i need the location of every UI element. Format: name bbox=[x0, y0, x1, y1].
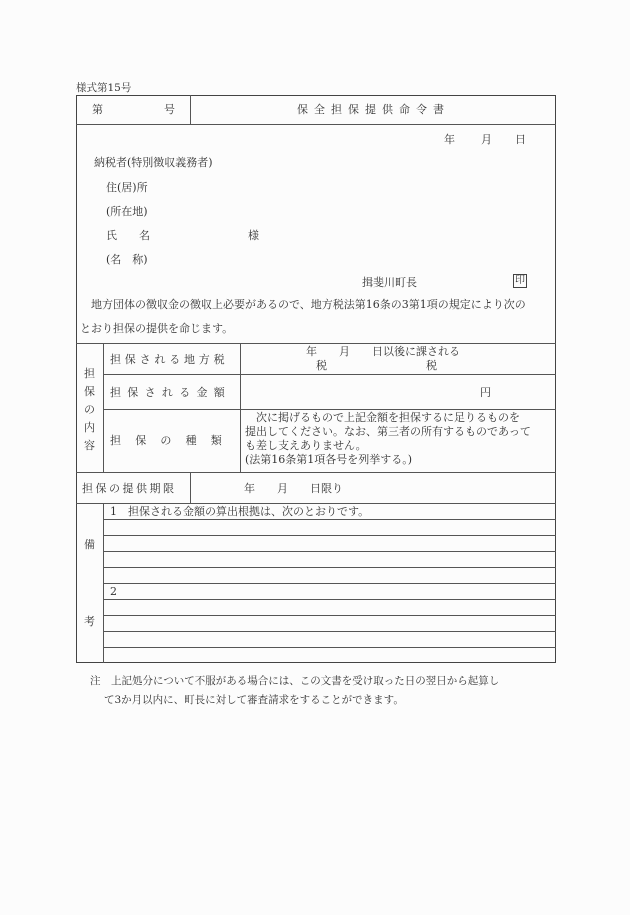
security-side-label-2: 保 bbox=[84, 385, 95, 398]
date-year: 年 bbox=[444, 133, 455, 146]
date-day: 日 bbox=[515, 133, 526, 146]
remarks-line bbox=[103, 631, 556, 632]
form-number: 様式第15号 bbox=[76, 82, 132, 94]
number-suffix: 号 bbox=[164, 103, 175, 116]
appeal-note-line1: 注 上記処分について不服がある場合には、この文書を受け取った日の翌日から起算し bbox=[90, 675, 500, 687]
remarks-item-2: 2 bbox=[110, 585, 117, 598]
security-side-label-5: 容 bbox=[84, 439, 95, 452]
remarks-line bbox=[103, 599, 556, 600]
deadline-value: 年 月 日限り bbox=[244, 482, 343, 495]
security-side-label-1: 担 bbox=[84, 367, 95, 380]
security-type-text-line1: 次に掲げるもので上記金額を担保するに足りるものを bbox=[245, 411, 520, 424]
secured-amount-label: 担保される金額 bbox=[110, 386, 232, 399]
security-type-label: 担 保 の 種 類 bbox=[110, 434, 224, 447]
secured-tax-value-line1: 年 月 日以後に課される bbox=[306, 345, 460, 358]
body-text-line1: 地方団体の徴収金の徴収上必要があるので、地方税法第16条の3第1項の規定により次の bbox=[80, 298, 526, 311]
location-label: (所在地) bbox=[106, 205, 148, 218]
divider bbox=[190, 472, 191, 503]
divider bbox=[76, 124, 556, 125]
security-type-text-line4: (法第16条第1項各号を列挙する。) bbox=[245, 453, 413, 466]
remarks-line bbox=[103, 567, 556, 568]
divider bbox=[76, 343, 556, 344]
address-label: 住(居)所 bbox=[106, 181, 148, 194]
divider bbox=[76, 472, 556, 473]
title-label: (名 称) bbox=[106, 253, 148, 266]
divider bbox=[190, 95, 191, 124]
secured-tax-label: 担保される地方税 bbox=[110, 353, 229, 366]
deadline-label: 担保の提供期限 bbox=[82, 482, 177, 495]
appeal-note-line2: て3か月以内に、町長に対して審査請求をすることができます。 bbox=[104, 694, 404, 706]
remarks-line bbox=[103, 551, 556, 552]
remarks-side-label-top: 備 bbox=[84, 538, 95, 551]
form-frame bbox=[76, 95, 556, 663]
divider bbox=[76, 503, 556, 504]
name-label: 氏 名 bbox=[106, 229, 150, 242]
remarks-line bbox=[103, 647, 556, 648]
divider bbox=[240, 343, 241, 472]
security-side-label-4: 内 bbox=[84, 421, 95, 434]
remarks-line bbox=[103, 519, 556, 520]
document-title: 保全担保提供命令書 bbox=[297, 103, 450, 116]
security-type-text-line3: も差し支えありません。 bbox=[245, 439, 367, 452]
secured-amount-unit: 円 bbox=[480, 386, 491, 399]
security-side-label-3: の bbox=[84, 403, 95, 416]
taxpayer-label: 納税者(特別徴収義務者) bbox=[94, 156, 213, 169]
divider bbox=[103, 374, 556, 375]
remarks-item-1: 1 担保される金額の算出根拠は、次のとおりです。 bbox=[110, 505, 370, 518]
remarks-line bbox=[103, 535, 556, 536]
divider bbox=[103, 409, 556, 410]
appeal-note bbox=[90, 672, 560, 710]
number-prefix: 第 bbox=[92, 103, 103, 116]
security-type-text-line2: 提出してください。なお、第三者の所有するものであって bbox=[245, 425, 531, 438]
remarks-line bbox=[103, 583, 556, 584]
issuer-name: 揖斐川町長 bbox=[362, 276, 417, 289]
seal-mark: 印 bbox=[515, 275, 525, 286]
divider bbox=[103, 343, 104, 472]
remarks-line bbox=[103, 615, 556, 616]
secured-tax-value-line2: 税 税 bbox=[316, 359, 437, 372]
date-month: 月 bbox=[481, 133, 492, 146]
honorific: 様 bbox=[248, 229, 259, 242]
body-text-line2: とおり担保の提供を命じます。 bbox=[80, 322, 234, 335]
remarks-side-label-bottom: 考 bbox=[84, 615, 95, 628]
